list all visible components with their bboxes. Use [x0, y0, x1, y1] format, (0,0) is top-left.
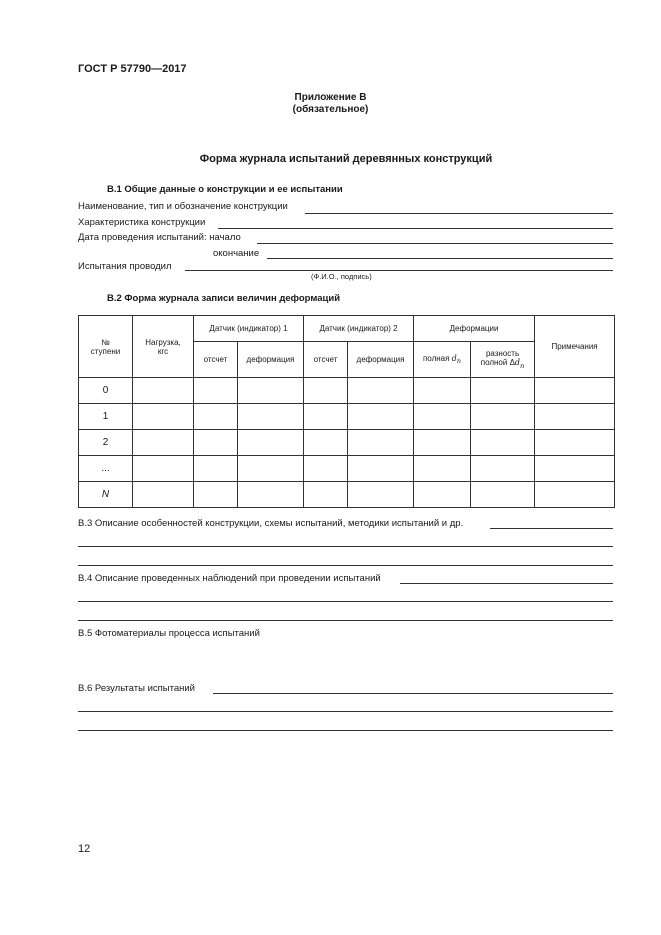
- sensor1-reading-header: отсчет: [194, 342, 238, 378]
- cell-notes[interactable]: [535, 456, 615, 482]
- cell-load[interactable]: [133, 378, 194, 404]
- section-b4-title: В.4 Описание проведенных наблюдений при проведении испытаний: [78, 573, 381, 584]
- field-label-end-date: окончание: [213, 248, 260, 259]
- table-row: [79, 404, 615, 430]
- col-notes-header: Примечания: [535, 316, 615, 378]
- stage-number: 2: [79, 430, 133, 456]
- field-line-tester[interactable]: [185, 270, 613, 271]
- col-load-header: Нагрузка, кгс: [133, 316, 194, 378]
- sensor1-group-header: Датчик (индикатор) 1: [194, 316, 304, 342]
- cell-s1-reading[interactable]: [194, 378, 238, 404]
- cell-s2-deformation[interactable]: [348, 378, 414, 404]
- section-b2-title: В.2 Форма журнала записи величин деформаций: [107, 293, 341, 304]
- cell-s2-deformation[interactable]: [348, 430, 414, 456]
- sensor2-reading-header: отсчет: [304, 342, 348, 378]
- field-line-name[interactable]: [305, 213, 613, 214]
- cell-s1-deformation[interactable]: [238, 430, 304, 456]
- section-b5-title: В.5 Фотоматериалы процесса испытаний: [78, 628, 260, 639]
- cell-s1-reading[interactable]: [194, 482, 238, 508]
- cell-s2-reading[interactable]: [304, 404, 348, 430]
- cell-s1-deformation[interactable]: [238, 482, 304, 508]
- cell-notes[interactable]: [535, 430, 615, 456]
- stage-number: 1: [79, 404, 133, 430]
- page-number: 12: [78, 843, 91, 855]
- cell-s2-reading[interactable]: [304, 456, 348, 482]
- cell-s1-reading[interactable]: [194, 430, 238, 456]
- cell-s2-reading[interactable]: [304, 378, 348, 404]
- cell-s2-deformation[interactable]: [348, 482, 414, 508]
- table-row: [79, 378, 615, 404]
- b6-line-1[interactable]: [213, 693, 613, 694]
- cell-diff-deformation[interactable]: [471, 404, 535, 430]
- cell-load[interactable]: [133, 404, 194, 430]
- cell-notes[interactable]: [535, 482, 615, 508]
- cell-full-deformation[interactable]: [414, 482, 471, 508]
- cell-load[interactable]: [133, 482, 194, 508]
- table-row: [79, 482, 615, 508]
- cell-s2-reading[interactable]: [304, 482, 348, 508]
- deformation-group-header: Деформации: [414, 316, 535, 342]
- field-line-characteristics[interactable]: [218, 228, 613, 229]
- deformation-journal-table: [78, 315, 615, 508]
- cell-s1-deformation[interactable]: [238, 404, 304, 430]
- cell-full-deformation[interactable]: [414, 378, 471, 404]
- cell-notes[interactable]: [535, 378, 615, 404]
- cell-diff-deformation[interactable]: [471, 430, 535, 456]
- field-label-characteristics: Характеристика конструкции: [78, 217, 206, 228]
- cell-notes[interactable]: [535, 404, 615, 430]
- sensor1-deformation-header: деформация: [238, 342, 304, 378]
- cell-diff-deformation[interactable]: [471, 456, 535, 482]
- field-line-end-date[interactable]: [267, 258, 613, 259]
- full-deformation-header: полная $d_n$: [414, 342, 471, 378]
- cell-s1-deformation[interactable]: [238, 378, 304, 404]
- col-stage-header: № ступени: [79, 316, 133, 378]
- b6-line-2[interactable]: [78, 711, 613, 712]
- table-row: [79, 430, 615, 456]
- form-title: Форма журнала испытаний деревянных конструкций: [199, 153, 493, 165]
- cell-diff-deformation[interactable]: [471, 482, 535, 508]
- field-label-start-date: Дата проведения испытаний: начало: [78, 232, 241, 243]
- b4-line-3[interactable]: [78, 620, 613, 621]
- stage-number: ...: [79, 456, 133, 482]
- cell-s1-reading[interactable]: [194, 404, 238, 430]
- b3-line-2[interactable]: [78, 546, 613, 547]
- cell-s1-reading[interactable]: [194, 456, 238, 482]
- sensor2-group-header: Датчик (индикатор) 2: [304, 316, 414, 342]
- field-line-start-date[interactable]: [257, 243, 613, 244]
- signature-caption: (Ф.И.О., подпись): [311, 272, 372, 281]
- sensor2-deformation-header: деформация: [348, 342, 414, 378]
- field-label-tester: Испытания проводил: [78, 261, 172, 272]
- cell-s2-reading[interactable]: [304, 430, 348, 456]
- section-b6-title: В.6 Результаты испытаний: [78, 683, 195, 694]
- cell-full-deformation[interactable]: [414, 430, 471, 456]
- stage-number: N: [79, 482, 133, 508]
- cell-load[interactable]: [133, 456, 194, 482]
- cell-s1-deformation[interactable]: [238, 456, 304, 482]
- section-b3-title: В.3 Описание особенностей конструкции, схемы испытаний, методики испытаний и др.: [78, 518, 464, 529]
- cell-s2-deformation[interactable]: [348, 456, 414, 482]
- section-b1-title: В.1 Общие данные о конструкции и ее испытании: [107, 184, 343, 195]
- cell-full-deformation[interactable]: [414, 404, 471, 430]
- field-label-name: Наименование, тип и обозначение конструкции: [78, 201, 288, 212]
- appendix-title: Приложение В: [294, 92, 367, 103]
- b3-line-1[interactable]: [490, 528, 613, 529]
- cell-s2-deformation[interactable]: [348, 404, 414, 430]
- b4-line-2[interactable]: [78, 601, 613, 602]
- stage-number: 0: [79, 378, 133, 404]
- cell-load[interactable]: [133, 430, 194, 456]
- b3-line-3[interactable]: [78, 565, 613, 566]
- table-row: [79, 456, 615, 482]
- b4-line-1[interactable]: [400, 583, 613, 584]
- cell-full-deformation[interactable]: [414, 456, 471, 482]
- b6-line-3[interactable]: [78, 730, 613, 731]
- appendix-status: (обязательное): [292, 104, 369, 115]
- diff-deformation-header: разность полной $\Delta d_n$: [471, 342, 535, 378]
- cell-diff-deformation[interactable]: [471, 378, 535, 404]
- document-code: ГОСТ Р 57790—2017: [78, 63, 187, 75]
